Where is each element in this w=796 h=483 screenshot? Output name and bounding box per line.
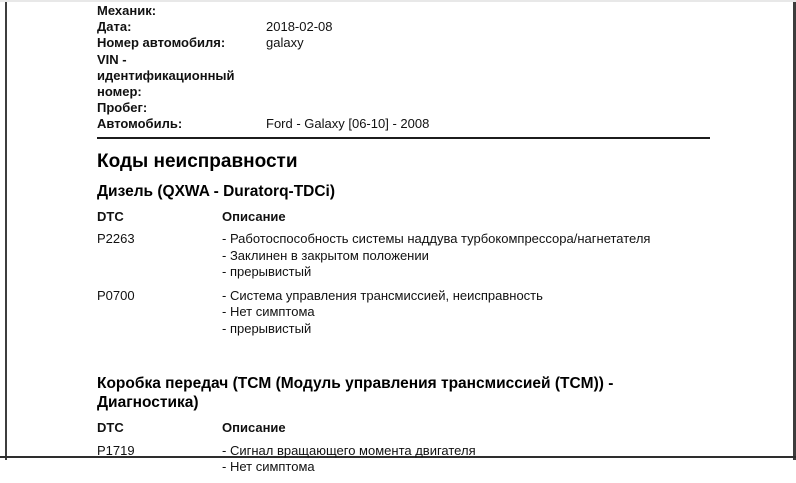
field-value: galaxy	[266, 35, 304, 51]
column-header-dtc: DTC	[97, 420, 124, 436]
page-title: Коды неисправности	[97, 150, 298, 172]
description-line: - прерывистый	[222, 320, 312, 336]
dtc-table-header	[97, 420, 713, 437]
table-row	[97, 288, 713, 338]
field-label: Дата:	[97, 19, 132, 35]
section-heading: Коробка передач (TCM (Модуль управления трансмиссией (TCM)) - Диагностика)	[97, 375, 614, 412]
field-value: 2018-02-08	[266, 19, 333, 35]
description-line: - Работоспособность системы наддува турбокомпрессора/нагнетателя	[222, 231, 651, 247]
field-row-vehicle	[97, 116, 713, 132]
dtc-code: P1719	[97, 442, 135, 458]
field-label: VIN - идентификационный номер:	[97, 51, 235, 100]
description-line: - прерывистый	[222, 264, 312, 280]
dtc-description	[222, 288, 713, 338]
vehicle-info-block	[97, 3, 713, 133]
dtc-code: P0700	[97, 287, 135, 303]
field-label: Пробег:	[97, 100, 148, 116]
header-divider	[97, 137, 710, 139]
section-diesel	[97, 182, 713, 338]
description-line: - Нет симптома	[222, 304, 315, 320]
table-row	[97, 231, 713, 281]
field-label: Номер автомобиля:	[97, 35, 226, 51]
field-row-mileage	[97, 100, 713, 116]
field-value	[266, 52, 713, 101]
description-line: - Нет симптома	[222, 459, 315, 475]
dtc-table	[97, 420, 713, 476]
dtc-code: P2263	[97, 231, 135, 247]
section-heading: Дизель (QXWA - Duratorq-TDCi)	[97, 182, 336, 200]
field-row-date	[97, 19, 713, 35]
description-line: - Система управления трансмиссией, неисправность	[222, 287, 543, 303]
field-value: Ford - Galaxy [06-10] - 2008	[266, 116, 430, 132]
section-gearbox	[97, 374, 713, 476]
dtc-table-header	[97, 209, 713, 226]
field-label: Автомобиль:	[97, 116, 183, 132]
diagnostic-report	[97, 3, 713, 483]
table-row	[97, 443, 713, 476]
dtc-table	[97, 209, 713, 338]
dtc-description	[222, 231, 713, 281]
field-row-car-number	[97, 35, 713, 51]
field-row-mechanic	[97, 3, 713, 19]
column-header-description: Описание	[222, 420, 286, 436]
field-label: Механик:	[97, 3, 157, 18]
description-line: - Сигнал вращающего момента двигателя	[222, 442, 476, 458]
column-header-dtc: DTC	[97, 208, 124, 224]
description-line: - Заклинен в закрытом положении	[222, 247, 429, 263]
frame-left-border	[5, 2, 7, 460]
frame-top-border	[0, 0, 796, 2]
field-value	[266, 3, 713, 19]
column-header-description: Описание	[222, 208, 286, 224]
field-value	[266, 100, 713, 116]
field-row-vin	[97, 52, 713, 101]
dtc-description	[222, 443, 713, 476]
